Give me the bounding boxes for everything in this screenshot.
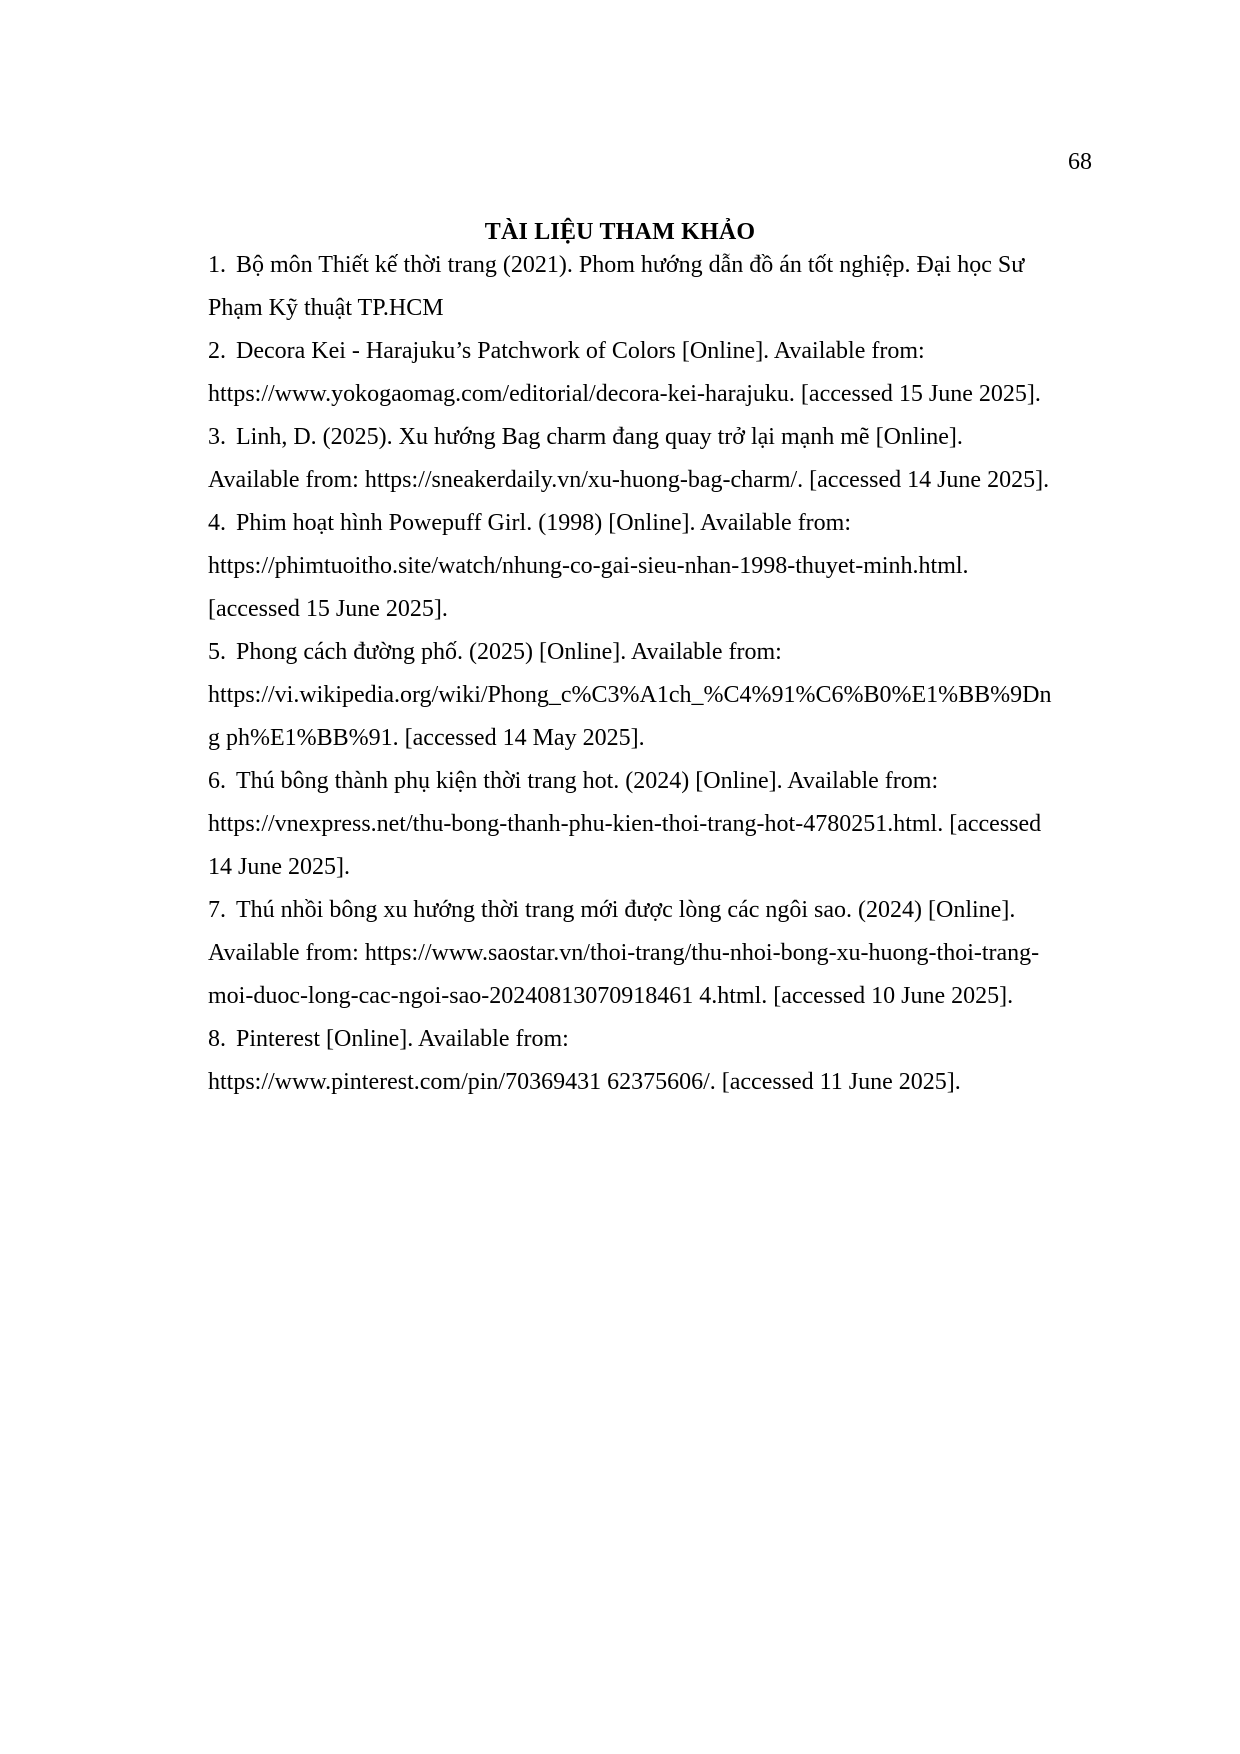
reference-text: Thú nhồi bông xu hướng thời trang mới được lòng các ngôi sao. (2024) [Online].	[236, 897, 1016, 923]
reference-line	[208, 631, 1108, 674]
reference-line	[208, 889, 1108, 932]
page-number: 68	[1068, 149, 1092, 175]
reference-line: Phạm Kỹ thuật TP.HCM	[208, 295, 444, 321]
reference-line: https://www.pinterest.com/pin/70369431 62375606/. [accessed 11 June 2025].	[208, 1069, 961, 1095]
reference-item-2	[208, 330, 1108, 416]
reference-number: 5.	[208, 639, 226, 665]
reference-number: 3.	[208, 424, 226, 450]
reference-item-4	[208, 502, 1108, 631]
reference-text: Phong cách đường phố. (2025) [Online]. Available from:	[236, 639, 782, 665]
reference-line	[208, 760, 1108, 803]
reference-line: [accessed 15 June 2025].	[208, 596, 448, 622]
reference-line	[208, 1018, 1108, 1061]
reference-line: https://www.yokogaomag.com/editorial/decora-kei-harajuku. [accessed 15 June 2025].	[208, 381, 1041, 407]
page-title: TÀI LIỆU THAM KHẢO	[484, 219, 756, 245]
reference-line: https://vi.wikipedia.org/wiki/Phong_c%C3%A1ch_%C4%91%C6%B0%E1%BB%9Dn	[208, 682, 1052, 708]
reference-number: 6.	[208, 768, 226, 794]
reference-text: Linh, D. (2025). Xu hướng Bag charm đang quay trở lại mạnh mẽ [Online].	[236, 424, 963, 450]
reference-number: 8.	[208, 1026, 226, 1052]
reference-text: Thú bông thành phụ kiện thời trang hot. (2024) [Online]. Available from:	[236, 768, 939, 794]
reference-line	[208, 330, 1108, 373]
reference-text: Phim hoạt hình Powepuff Girl. (1998) [Online]. Available from:	[236, 510, 852, 536]
reference-item-7	[208, 889, 1108, 1018]
reference-list	[208, 244, 1108, 1104]
reference-number: 7.	[208, 897, 226, 923]
reference-line	[208, 416, 1108, 459]
reference-line: moi-duoc-long-cac-ngoi-sao-20240813070918461 4.html. [accessed 10 June 2025].	[208, 983, 1014, 1009]
reference-line	[208, 502, 1108, 545]
reference-text: Decora Kei - Harajuku’s Patchwork of Colors [Online]. Available from:	[236, 338, 925, 364]
reference-line: Available from: https://www.saostar.vn/thoi-trang/thu-nhoi-bong-xu-huong-thoi-trang-	[208, 940, 1040, 966]
reference-text: Bộ môn Thiết kế thời trang (2021). Phom hướng dẫn đồ án tốt nghiệp. Đại học Sư	[236, 252, 1025, 278]
reference-item-1	[208, 244, 1108, 330]
reference-line: Available from: https://sneakerdaily.vn/xu-huong-bag-charm/. [accessed 14 June 2025].	[208, 467, 1050, 493]
reference-number: 1.	[208, 252, 226, 278]
reference-item-5	[208, 631, 1108, 760]
reference-item-8	[208, 1018, 1108, 1104]
reference-item-3	[208, 416, 1108, 502]
reference-line: 14 June 2025].	[208, 854, 350, 880]
reference-item-6	[208, 760, 1108, 889]
reference-line: https://vnexpress.net/thu-bong-thanh-phu-kien-thoi-trang-hot-4780251.html. [accessed	[208, 811, 1042, 837]
reference-text: Pinterest [Online]. Available from:	[236, 1026, 569, 1052]
reference-line: g ph%E1%BB%91. [accessed 14 May 2025].	[208, 725, 645, 751]
reference-line	[208, 244, 1108, 287]
reference-number: 4.	[208, 510, 226, 536]
reference-line: https://phimtuoitho.site/watch/nhung-co-gai-sieu-nhan-1998-thuyet-minh.html.	[208, 553, 969, 579]
reference-number: 2.	[208, 338, 226, 364]
